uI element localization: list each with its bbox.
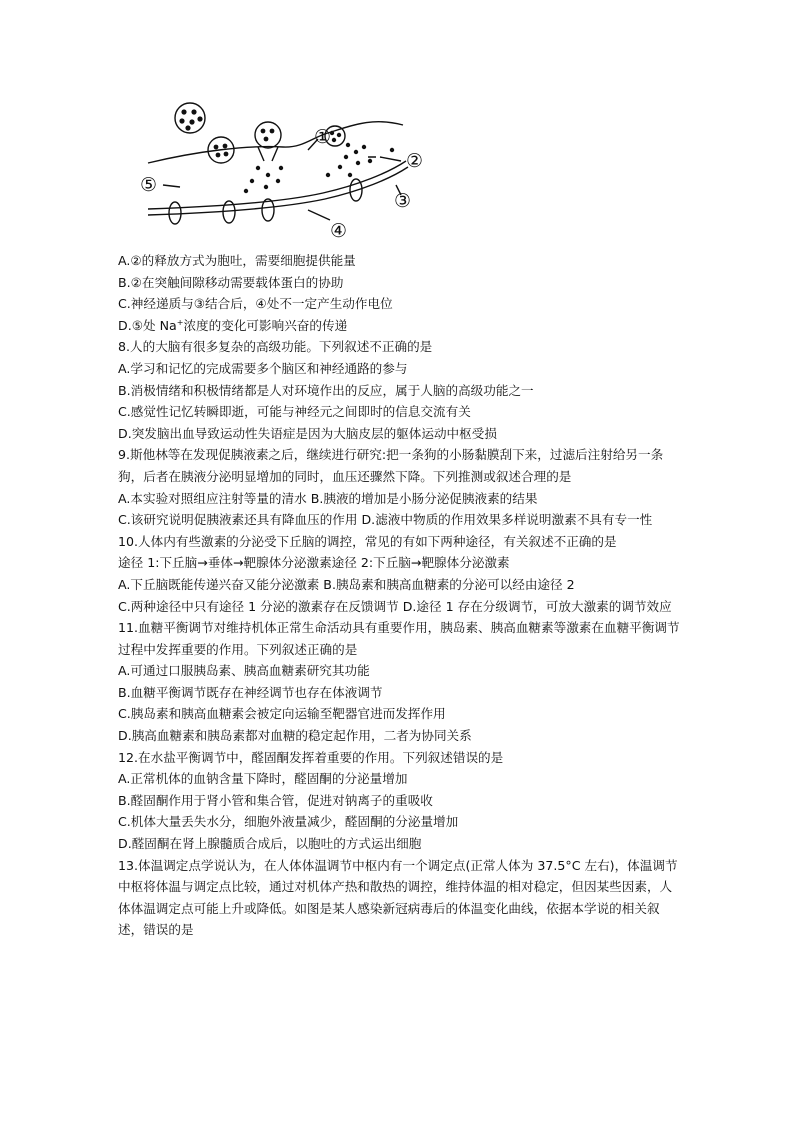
synapse-diagram <box>118 95 448 245</box>
q7-option-d: D.⑤处 Na+浓度的变化可影响兴奋的传递 <box>118 317 348 333</box>
question-text <box>118 250 684 941</box>
q9-options-cd: C.该研究说明促胰液素还具有降血压的作用 D.滤液中物质的作用效果多样说明激素不具有专一性 <box>118 512 653 528</box>
q7-option-c: C.神经递质与③结合后，④处不一定产生动作电位 <box>118 296 393 312</box>
q9-stem: 9.斯他林等在发现促胰液素之后，继续进行研究:把一条狗的小肠黏膜刮下来，过滤后注射给另一条狗，后者在胰液分泌明显增加的同时，血压还骤然下降。下列推测或叙述合理的是 <box>118 447 664 484</box>
q11-option-b: B.血糖平衡调节既存在神经调节也存在体液调节 <box>118 684 383 700</box>
q12-stem: 12.在水盐平衡调节中，醛固酮发挥着重要的作用。下列叙述错误的是 <box>118 749 504 765</box>
q8-option-c: C.感觉性记忆转瞬即逝，可能与神经元之间即时的信息交流有关 <box>118 404 471 420</box>
q8-stem: 8.人的大脑有很多复杂的高级功能。下列叙述不正确的是 <box>118 339 433 355</box>
q8-option-a: A.学习和记忆的完成需要多个脑区和神经通路的参与 <box>118 360 408 376</box>
q7-option-b: B.②在突触间隙移动需要载体蛋白的协助 <box>118 274 344 290</box>
label-2: ② <box>406 150 424 172</box>
receptor <box>262 199 274 221</box>
q10-options-cd: C.两种途径中只有途径 1 分泌的激素存在反馈调节 D.途径 1 存在分级调节，可放大激素的调节效应 <box>118 598 672 614</box>
vesicle <box>255 122 281 148</box>
label-1: ① <box>314 126 332 148</box>
q10-stem: 10.人体内有些激素的分泌受下丘脑的调控，常见的有如下两种途径，有关叙述不正确的是 <box>118 533 617 549</box>
receptor <box>169 202 181 224</box>
postsynaptic-membrane <box>148 161 406 209</box>
q12-option-d: D.醛固酮在肾上腺髓质合成后，以胞吐的方式运出细胞 <box>118 836 422 852</box>
label-3: ③ <box>394 190 412 212</box>
q7-option-a: A.②的释放方式为胞吐，需要细胞提供能量 <box>118 253 356 268</box>
label-5: ⑤ <box>140 174 158 196</box>
q10-options-ab: A.下丘脑既能传递兴奋又能分泌激素 B.胰岛素和胰高血糖素的分泌可以经由途径 2 <box>118 576 575 592</box>
q8-option-d: D.突发脑出血导致运动性失语症是因为大脑皮层的躯体运动中枢受损 <box>118 425 497 441</box>
q12-option-b: B.醛固酮作用于肾小管和集合管，促进对钠离子的重吸收 <box>118 792 433 808</box>
q12-option-c: C.机体大量丢失水分，细胞外液量减少，醛固酮的分泌量增加 <box>118 814 459 830</box>
label-4: ④ <box>330 220 348 242</box>
q13-stem: 13.体温调定点学说认为，在人体体温调节中枢内有一个调定点(正常人体为 37.5°C 左右)，体温调节中枢将体温与调定点比较，通过对机体产热和散热的调控，维持体温的相对稳定，但因某些因素，人体体温调定点可能上升或降低。如图是某人感染新冠病毒后的体温变化曲线，依据本学说的相关叙述，错误的是 <box>118 857 678 938</box>
q11-option-a: A.可通过口服胰岛素、胰高血糖素研究其功能 <box>118 663 370 679</box>
q9-options-ab: A.本实验对照组应注射等量的清水 B.胰液的增加是小肠分泌促胰液素的结果 <box>118 490 538 506</box>
q12-option-a: A.正常机体的血钠含量下降时，醛固酮的分泌量增加 <box>118 771 408 787</box>
q11-option-d: D.胰高血糖素和胰岛素都对血糖的稳定起作用，二者为协同关系 <box>118 728 472 744</box>
q11-option-c: C.胰岛素和胰高血糖素会被定向运输至靶器官进而发挥作用 <box>118 706 446 722</box>
q8-option-b: B.消极情绪和积极情绪都是人对环境作出的反应，属于人脑的高级功能之一 <box>118 382 534 398</box>
q11-stem: 11.血糖平衡调节对维持机体正常生命活动具有重要作用，胰岛素、胰高血糖素等激素在血糖平衡调节过程中发挥重要的作用。下列叙述正确的是 <box>118 620 680 657</box>
q10-routes: 途径 1:下丘脑→垂体→靶腺体分泌激素途径 2:下丘脑→靶腺体分泌激素 <box>118 555 510 571</box>
